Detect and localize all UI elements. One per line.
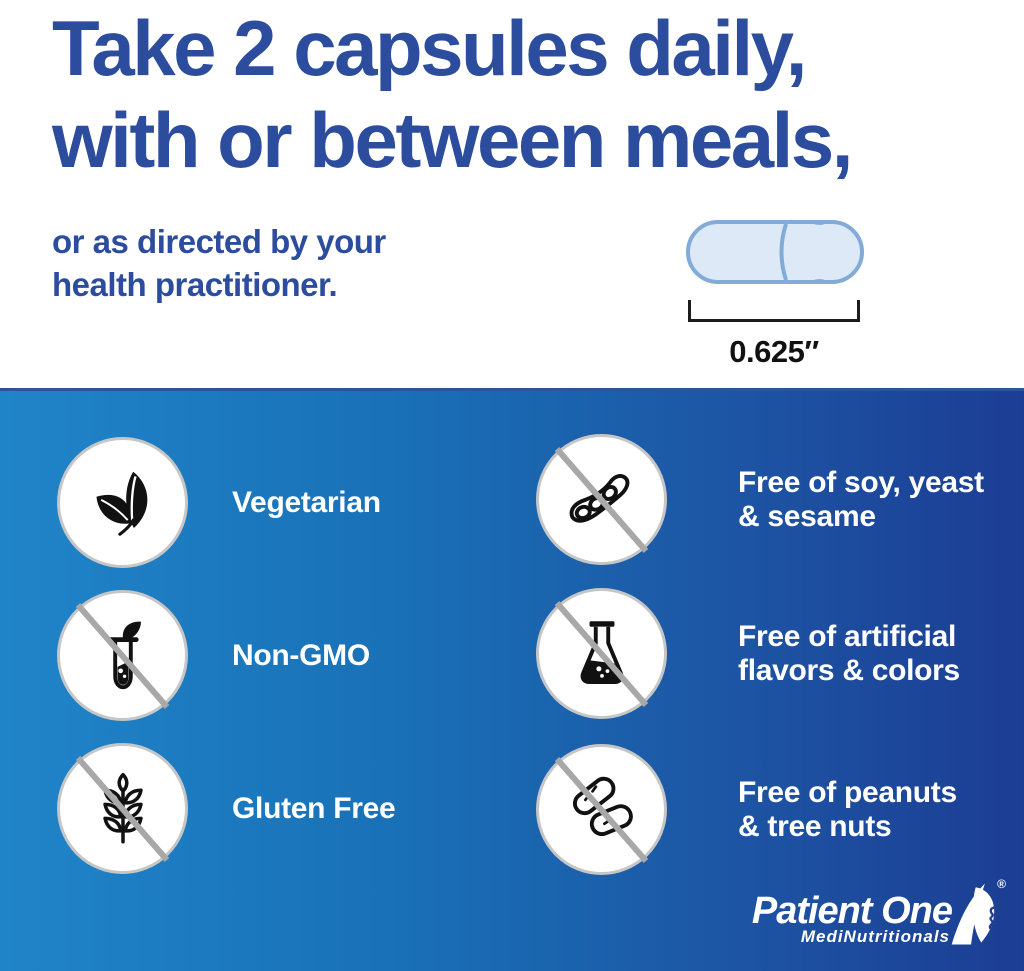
- wheat-icon: [84, 770, 162, 848]
- flask-icon: [563, 615, 641, 693]
- brand-logo: [751, 877, 1006, 954]
- badge-label-soy-free: Free of soy, yeast & sesame: [738, 465, 984, 533]
- badge-label-nut-free: Free of peanuts & tree nuts: [738, 775, 957, 843]
- badge-label-artificial-free: Free of artificial flavors & colors: [738, 619, 960, 687]
- directions-heading: [52, 2, 851, 186]
- subheading-line-2: health practitioner.: [52, 266, 338, 303]
- heading-line-2: with or between meals,: [52, 96, 851, 184]
- peanuts-icon: [563, 771, 641, 849]
- numeral-one-face-icon: [948, 879, 996, 949]
- capsule-illustration: [684, 216, 866, 288]
- heading-line-1: Take 2 capsules daily,: [52, 4, 805, 92]
- badge-label-vegetarian: Vegetarian: [232, 485, 381, 519]
- capsule-size-label: 0.625″: [729, 334, 819, 369]
- badge-nut-free: [536, 744, 667, 875]
- registered-trademark: ®: [997, 877, 1006, 891]
- badge-soy-free: [536, 434, 667, 565]
- badge-gluten-free: [57, 743, 188, 874]
- badge-vegetarian: [57, 437, 188, 568]
- test-tube-leaf-icon: [84, 617, 162, 695]
- badge-label-gluten-free: Gluten Free: [232, 791, 396, 825]
- subheading-line-1: or as directed by your: [52, 223, 386, 260]
- capsule-measure-bracket: [688, 300, 860, 322]
- badge-non-gmo: [57, 590, 188, 721]
- patient-one-emblem: [948, 877, 1006, 954]
- leaves-icon: [84, 464, 162, 542]
- brand-name: Patient One: [751, 890, 952, 932]
- features-section: [0, 388, 1024, 971]
- directions-subheading: [52, 220, 386, 306]
- soybean-pod-icon: [563, 461, 641, 539]
- badge-artificial-free: [536, 588, 667, 719]
- badge-label-non-gmo: Non-GMO: [232, 638, 370, 672]
- brand-tagline: MediNutritionals: [800, 927, 950, 946]
